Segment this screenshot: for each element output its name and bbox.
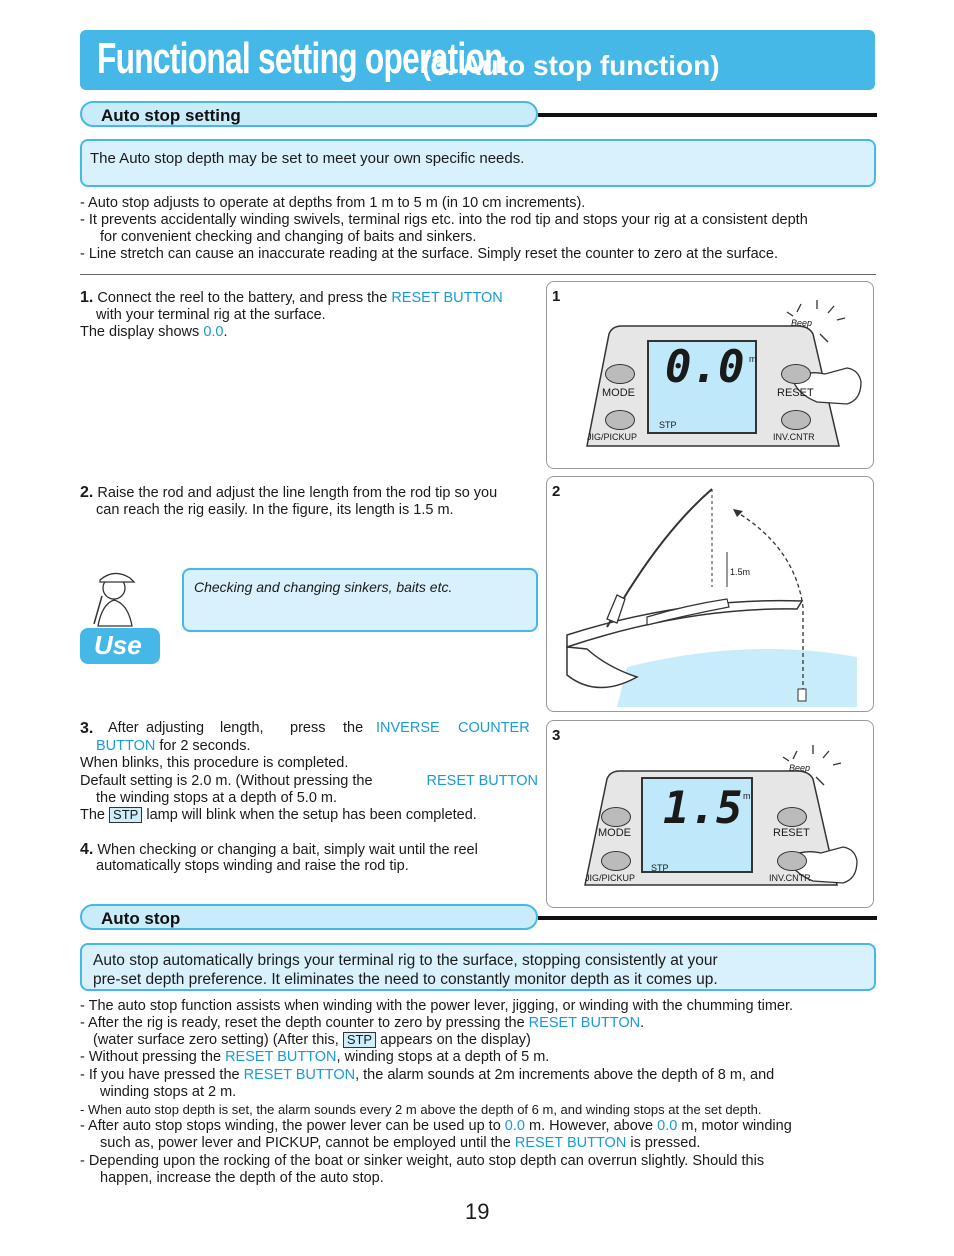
use-badge [80,628,160,664]
step-text: for 2 seconds. [159,738,251,754]
figure-number: 1 [552,288,561,305]
intro-box [80,139,876,187]
use-text: Checking and changing sinkers, baits etc. [194,579,453,595]
reset-button[interactable] [781,364,811,384]
angler-mascot-icon [86,566,146,628]
step-1-line2: with your terminal rig at the surface. [96,307,326,323]
step-4-line2: automatically stops winding and raise the rod tip. [96,858,409,874]
auto-stop-bullet-6 [80,1118,792,1135]
auto-stop-bullet-4-cont: winding stops at 2 m. [100,1084,237,1100]
intro-box [80,943,876,991]
bullet-text: - Without pressing the [80,1049,222,1065]
divider [80,274,876,275]
bullet-text: (water surface zero setting) (After this, [93,1032,339,1048]
bullet-text: . [640,1015,645,1031]
bullet-3: - Line stretch can cause an inaccurate reading at the surface. Simply reset the counter to zero at the surface. [80,246,778,262]
stp-lamp-icon: STP [343,1032,376,1048]
reset-button[interactable] [777,807,807,827]
reset-button-link[interactable]: RESET BUTTON [225,1049,337,1065]
lcd-unit: m [749,354,757,364]
section-rule [538,916,877,920]
use-badge-label: Use [94,630,142,660]
inv-cntr-label: INV.CNTR [773,432,815,442]
bullet-text: is pressed. [630,1135,701,1151]
bullet-text: - After the rig is ready, reset the depth counter to zero by pressing the [80,1015,525,1031]
lcd-stp: STP [651,863,669,873]
lcd-unit: m [743,791,751,801]
inverse-counter-link[interactable]: COUNTER [458,720,530,736]
step-text: The display shows [80,324,200,340]
mode-button[interactable] [605,364,635,384]
step-3-line6 [80,807,477,824]
bullet-text: - After auto stop stops winding, the power lever can be used up to [80,1118,501,1134]
auto-stop-bullet-2 [80,1015,644,1032]
step-text: the [343,720,364,736]
step-text: After [108,720,139,736]
page-number: 19 [465,1199,490,1224]
auto-stop-bullet-7: - Depending upon the rocking of the boat or sinker weight, auto stop depth can overrun slightly. Should this [80,1153,765,1169]
reset-button-link[interactable]: RESET BUTTON [391,290,503,306]
step-number: 1. [80,289,94,306]
bullet-2: - It prevents accidentally winding swivels, terminal rigs etc. into the rod tip and stops your rig at a consistent depth [80,212,808,228]
figure-2-panel [546,476,874,712]
inv-cntr-button[interactable] [777,851,807,871]
lcd-stp: STP [659,420,677,430]
intro-text: The Auto stop depth may be set to meet your own specific needs. [90,150,525,167]
step-text: . [223,324,228,340]
depth-value: 0.0 [657,1118,678,1134]
lcd-display [647,340,757,434]
bullet-1: - Auto stop adjusts to operate at depths from 1 m to 5 m (in 10 cm increments). [80,195,586,211]
inverse-counter-link[interactable]: INVERSE [376,720,440,736]
page-subtitle: (3. Auto stop function) [422,50,720,81]
section-heading-auto-stop-setting [80,101,538,127]
step-4-line1 [80,841,478,859]
step-1-line1 [80,289,503,307]
figure-1-panel [546,281,874,469]
reset-button-link[interactable]: RESET BUTTON [243,1067,356,1083]
step-text: press [290,720,326,736]
use-bubble [182,568,538,632]
step-text: When checking or changing a bait, simply wait until the reel [97,842,478,858]
fishing-illustration [547,477,875,713]
step-3-line2 [96,738,250,755]
step-3-line3: When blinks, this procedure is completed. [80,755,349,771]
section-heading-label: Auto stop [101,909,181,928]
figure-number: 3 [552,727,561,744]
bullet-text: , winding stops at a depth of 5 m. [336,1049,550,1065]
jig-pickup-label: JIG/PICKUP [585,873,636,883]
jig-pickup-label: JIG/PICKUP [587,432,638,442]
step-text: Raise the rod and adjust the line length from the rod tip so you [97,485,498,501]
step-text: adjusting [146,720,205,736]
step-3-line4 [80,773,538,790]
step-text: The [80,807,105,823]
auto-stop-bullet-5: - When auto stop depth is set, the alarm sounds every 2 m above the depth of 6 m, and winding stops at the set depth. [80,1102,762,1117]
auto-stop-bullet-4 [80,1067,774,1084]
step-text: Connect the reel to the battery, and press the [97,290,388,306]
auto-stop-bullet-2-cont [93,1032,531,1049]
intro-text-line2: pre-set depth preference. It eliminates the need to constantly monitor depth as it comes up. [93,971,718,988]
auto-stop-bullet-1: - The auto stop function assists when winding with the power lever, jigging, or winding with the chumming timer. [80,998,794,1014]
reset-button-link[interactable]: RESET BUTTON [514,1135,627,1151]
mode-button[interactable] [601,807,631,827]
reset-label: RESET [773,827,810,839]
auto-stop-bullet-3 [80,1049,549,1066]
bullet-text: such as, power lever and PICKUP, cannot be employed until the [100,1135,511,1151]
page-title: Functional setting operation [97,34,503,83]
intro-text-line1: Auto stop automatically brings your terminal rig to the surface, stopping consistently at your [93,952,718,969]
inv-cntr-label: INV.CNTR [769,873,811,883]
step-3-line1 [80,720,538,738]
bullet-text: m, motor winding [681,1118,792,1134]
reset-label: RESET [777,387,814,399]
section-rule [538,113,877,117]
auto-stop-bullet-6-cont [100,1135,700,1152]
display-value: 0.0 [203,324,224,340]
bullet-text: , the alarm sounds at 2m increments above the depth of 8 m, and [355,1067,775,1083]
inv-cntr-button[interactable] [781,410,811,430]
figure-3-panel [546,720,874,908]
mode-label: MODE [602,387,635,399]
figure-number: 2 [552,483,561,500]
bullet-text: - If you have pressed the [80,1067,240,1083]
jig-pickup-button[interactable] [605,410,635,430]
step-text: Default setting is 2.0 m. (Without pressing the [80,773,373,789]
reset-button-link[interactable]: RESET BUTTON [528,1015,641,1031]
bullet-text: appears on the display) [380,1032,531,1048]
step-2-line1 [80,484,497,502]
bullet-text: m. However, above [529,1118,654,1134]
step-2-line2: can reach the rig easily. In the figure, its length is 1.5 m. [96,502,454,518]
section-heading-auto-stop [80,904,538,930]
section-heading-label: Auto stop setting [101,106,241,125]
beep-label: Beep [791,318,813,328]
stp-lamp-icon: STP [109,807,142,823]
mode-label: MODE [598,827,631,839]
step-text: length, [220,720,264,736]
lcd-depth-readout: 0.0 [665,342,745,393]
inverse-counter-link[interactable]: BUTTON [96,738,156,754]
lcd-depth-readout: 1.5 [663,783,743,834]
depth-value: 0.0 [504,1118,525,1134]
step-number: 2. [80,484,94,501]
step-3-line5: the winding stops at a depth of 5.0 m. [96,790,338,806]
step-number: 4. [80,841,94,858]
auto-stop-bullet-7-cont: happen, increase the depth of the auto stop. [100,1170,384,1186]
step-number: 3. [80,720,94,737]
step-text: lamp will blink when the setup has been completed. [146,807,477,823]
lcd-display [641,777,753,873]
line-length-label: 1.5m [730,567,751,577]
reset-button-link[interactable]: RESET BUTTON [426,773,538,789]
bullet-2-cont: for convenient checking and changing of baits and sinkers. [100,229,477,245]
beep-label: Beep [789,763,811,773]
step-1-line3 [80,324,228,341]
jig-pickup-button[interactable] [601,851,631,871]
